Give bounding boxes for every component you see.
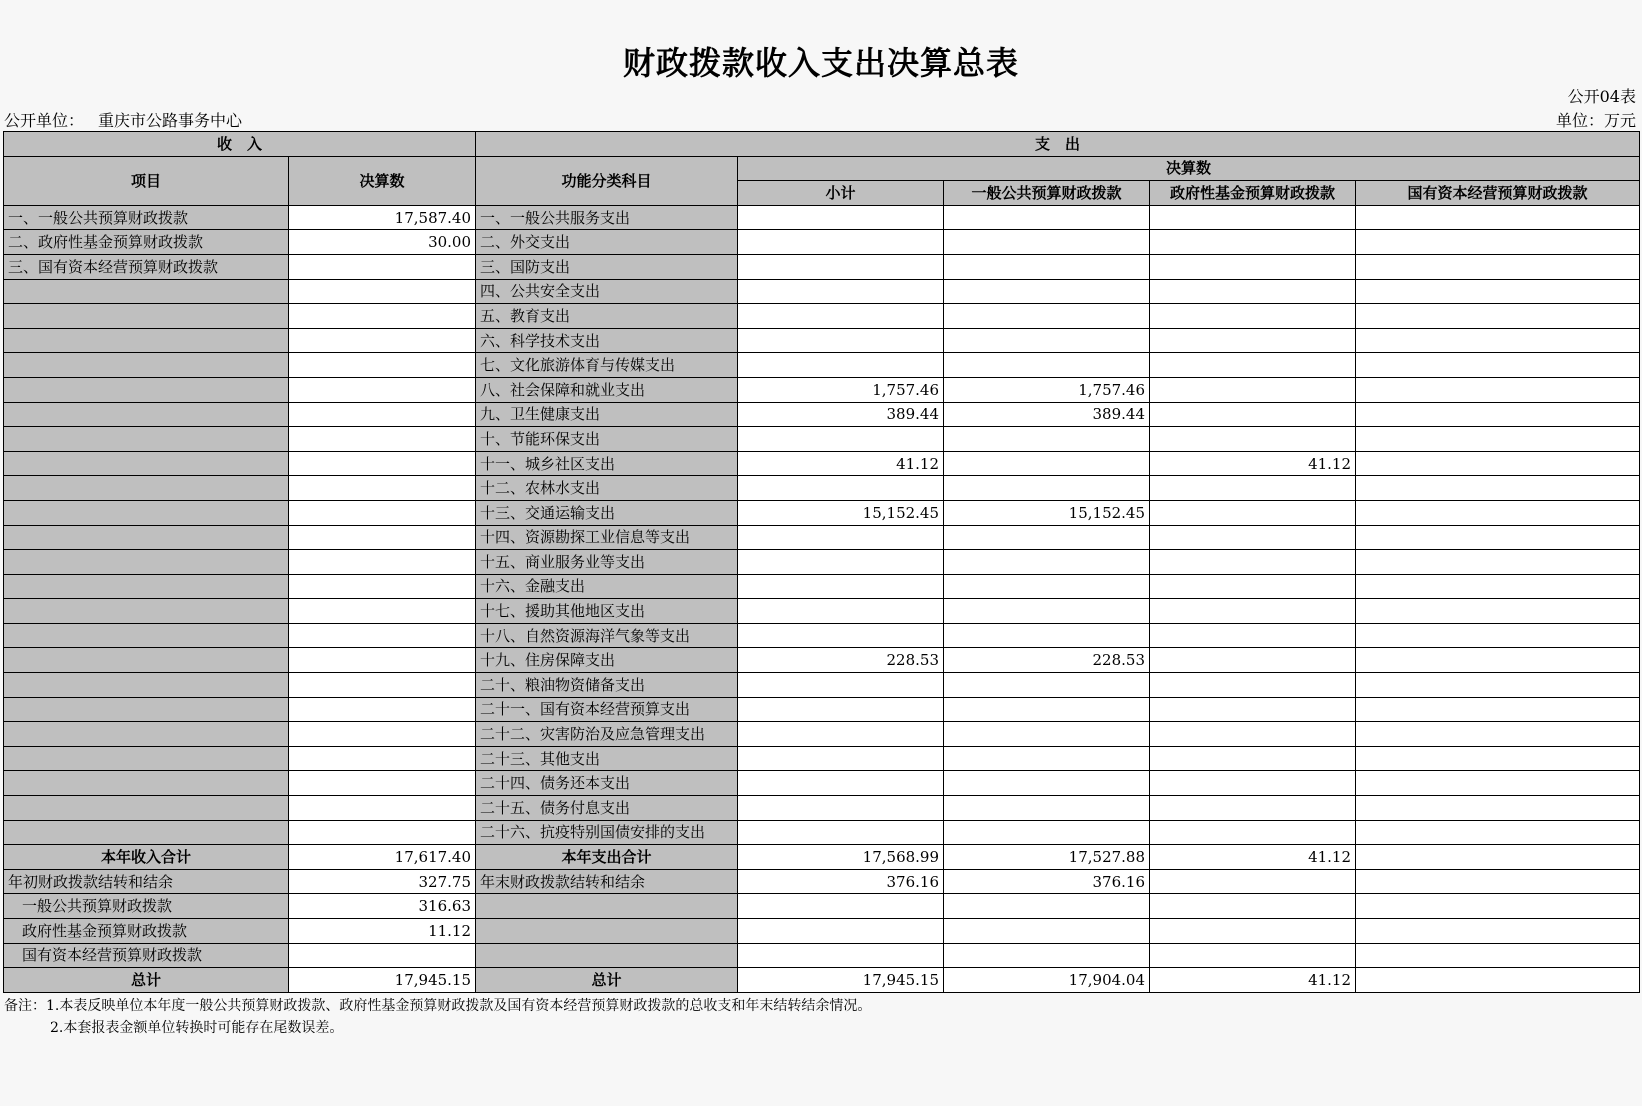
income-amount-cell [289,943,476,968]
carry-row [4,869,1640,894]
gov-fund-cell: 41.12 [1150,968,1356,993]
general-budget-cell [944,919,1150,944]
gov-fund-cell [1150,820,1356,845]
income-amount-cell [289,279,476,304]
state-capital-cell [1356,205,1640,230]
subtotal-cell [738,796,944,821]
income-item-cell [4,328,289,353]
gov-fund-cell [1150,525,1356,550]
subtotal-cell [738,427,944,452]
func-class-header: 功能分类科目 [476,156,738,205]
expense-item-cell: 二十一、国有资本经营预算支出 [476,697,738,722]
grand-total-row [4,968,1640,993]
unit-label: 公开单位： [4,111,85,130]
expense-item-cell: 二、外交支出 [476,230,738,255]
table-row [4,451,1640,476]
table-row [4,648,1640,673]
income-amount-cell: 17,587.40 [289,205,476,230]
expense-item-cell: 二十、粮油物资储备支出 [476,673,738,698]
state-capital-cell [1356,353,1640,378]
expense-header: 支 出 [476,132,1640,157]
subtotal-cell [738,943,944,968]
state-capital-cell [1356,525,1640,550]
subtotal-cell [738,697,944,722]
state-capital-cell [1356,254,1640,279]
expense-item-cell [476,919,738,944]
state-capital-cell [1356,697,1640,722]
income-item-cell [4,746,289,771]
income-item-cell [4,304,289,329]
subtotal-cell [738,746,944,771]
table-row [4,304,1640,329]
expense-item-cell: 十、节能环保支出 [476,427,738,452]
table-row [4,205,1640,230]
income-item-cell: 一、一般公共预算财政拨款 [4,205,289,230]
table-row [4,820,1640,845]
income-amount-cell [289,353,476,378]
expense-item-cell: 十七、援助其他地区支出 [476,599,738,624]
income-item-cell [4,722,289,747]
income-amount-cell [289,525,476,550]
gov-fund-cell [1150,377,1356,402]
gov-fund-cell [1150,771,1356,796]
income-amount-cell [289,771,476,796]
expense-item-cell: 十六、金融支出 [476,574,738,599]
state-capital-cell [1356,894,1640,919]
income-amount-cell [289,500,476,525]
table-row [4,279,1640,304]
expense-item-cell: 十二、农林水支出 [476,476,738,501]
year-total-row [4,845,1640,870]
note-1: 备注：1.本表反映单位本年度一般公共预算财政拨款、政府性基金预算财政拨款及国有资本经营预算财政拨款的总收支和年末结转结余情况。 [4,998,872,1014]
income-item-cell [4,574,289,599]
subtotal-cell [738,894,944,919]
amount-header: 决算数 [289,156,476,205]
table-row [4,550,1640,575]
gov-fund-cell [1150,353,1356,378]
income-item-cell [4,599,289,624]
state-capital-header: 国有资本经营预算财政拨款 [1356,181,1640,206]
general-budget-cell: 228.53 [944,648,1150,673]
state-capital-cell [1356,943,1640,968]
expense-item-cell: 二十五、债务付息支出 [476,796,738,821]
gov-fund-cell [1150,648,1356,673]
table-row [4,525,1640,550]
state-capital-cell [1356,746,1640,771]
general-budget-cell [944,697,1150,722]
general-budget-cell [944,673,1150,698]
table-row [4,746,1640,771]
gov-fund-cell [1150,304,1356,329]
subtotal-cell: 389.44 [738,402,944,427]
state-capital-cell [1356,968,1640,993]
gov-fund-cell [1150,205,1356,230]
gov-fund-cell [1150,279,1356,304]
expense-item-cell: 六、科学技术支出 [476,328,738,353]
general-budget-cell [944,943,1150,968]
table-row [4,697,1640,722]
general-budget-cell: 1,757.46 [944,377,1150,402]
income-amount-cell [289,304,476,329]
subtotal-header: 小计 [738,181,944,206]
table-row [4,722,1640,747]
income-item-cell: 本年收入合计 [4,845,289,870]
subtotal-cell [738,353,944,378]
subtotal-cell [738,279,944,304]
income-item-cell [4,648,289,673]
general-budget-cell [944,820,1150,845]
gov-fund-cell [1150,402,1356,427]
income-item-cell [4,377,289,402]
general-budget-cell [944,230,1150,255]
table-row [4,476,1640,501]
income-item-cell [4,476,289,501]
expense-item-cell: 二十二、灾害防治及应急管理支出 [476,722,738,747]
income-amount-cell [289,673,476,698]
subtotal-cell: 41.12 [738,451,944,476]
expense-item-cell: 九、卫生健康支出 [476,402,738,427]
gov-fund-cell [1150,796,1356,821]
income-item-cell: 三、国有资本经营预算财政拨款 [4,254,289,279]
expense-item-cell: 本年支出合计 [476,845,738,870]
expense-item-cell: 五、教育支出 [476,304,738,329]
subtotal-cell [738,205,944,230]
income-amount-cell [289,427,476,452]
income-amount-cell: 17,945.15 [289,968,476,993]
state-capital-cell [1356,771,1640,796]
subtotal-cell [738,328,944,353]
income-amount-cell: 327.75 [289,869,476,894]
general-budget-cell [944,722,1150,747]
expense-item-cell [476,943,738,968]
gov-fund-cell [1150,574,1356,599]
income-amount-cell [289,402,476,427]
income-item-cell: 总计 [4,968,289,993]
expense-item-cell: 二十三、其他支出 [476,746,738,771]
expense-item-cell [476,894,738,919]
gov-fund-cell [1150,919,1356,944]
expense-item-cell: 一、一般公共服务支出 [476,205,738,230]
expense-item-cell: 八、社会保障和就业支出 [476,377,738,402]
expense-item-cell: 十四、资源勘探工业信息等支出 [476,525,738,550]
budget-table [3,131,1640,993]
currency-unit: 单位：万元 [1555,111,1636,130]
subtotal-cell [738,820,944,845]
gov-fund-cell [1150,254,1356,279]
state-capital-cell [1356,845,1640,870]
state-capital-cell [1356,550,1640,575]
table-row [4,377,1640,402]
income-amount-cell: 316.63 [289,894,476,919]
income-item-cell: 一般公共预算财政拨款 [4,894,289,919]
general-budget-cell [944,746,1150,771]
general-budget-cell [944,550,1150,575]
general-budget-cell [944,279,1150,304]
subtotal-cell [738,722,944,747]
general-budget-cell [944,304,1150,329]
expense-item-cell: 十五、商业服务业等支出 [476,550,738,575]
state-capital-cell [1356,427,1640,452]
gov-fund-cell [1150,746,1356,771]
table-row [4,623,1640,648]
gov-fund-cell [1150,722,1356,747]
table-row [4,328,1640,353]
income-item-cell [4,279,289,304]
income-item-cell [4,623,289,648]
gov-fund-cell [1150,869,1356,894]
table-row [4,673,1640,698]
income-item-cell: 二、政府性基金预算财政拨款 [4,230,289,255]
income-item-cell: 政府性基金预算财政拨款 [4,919,289,944]
income-item-cell [4,525,289,550]
state-capital-cell [1356,820,1640,845]
reporting-unit [4,108,242,131]
final-amount-header: 决算数 [738,156,1640,181]
income-item-cell [4,697,289,722]
gov-fund-cell [1150,697,1356,722]
expense-item-cell: 二十六、抗疫特别国债安排的支出 [476,820,738,845]
expense-item-cell: 年末财政拨款结转和结余 [476,869,738,894]
subtotal-cell [738,550,944,575]
general-budget-header: 一般公共预算财政拨款 [944,181,1150,206]
subtotal-cell [738,599,944,624]
income-item-cell [4,451,289,476]
subtotal-cell [738,623,944,648]
item-header: 项目 [4,156,289,205]
state-capital-cell [1356,919,1640,944]
gov-fund-cell [1150,599,1356,624]
income-amount-cell [289,599,476,624]
income-amount-cell: 30.00 [289,230,476,255]
subtotal-cell [738,673,944,698]
subtotal-cell [738,919,944,944]
income-amount-cell [289,328,476,353]
general-budget-cell: 17,904.04 [944,968,1150,993]
gov-fund-cell [1150,476,1356,501]
expense-item-cell: 七、文化旅游体育与传媒支出 [476,353,738,378]
gov-fund-cell [1150,550,1356,575]
income-amount-cell [289,574,476,599]
state-capital-cell [1356,500,1640,525]
gov-fund-cell [1150,623,1356,648]
general-budget-cell [944,205,1150,230]
income-item-cell [4,796,289,821]
general-budget-cell: 15,152.45 [944,500,1150,525]
income-item-cell [4,427,289,452]
state-capital-cell [1356,451,1640,476]
general-budget-cell [944,476,1150,501]
income-amount-cell [289,796,476,821]
expense-item-cell: 十八、自然资源海洋气象等支出 [476,623,738,648]
gov-fund-cell: 41.12 [1150,451,1356,476]
general-budget-cell [944,525,1150,550]
state-capital-cell [1356,230,1640,255]
table-row [4,427,1640,452]
subtotal-cell: 1,757.46 [738,377,944,402]
income-amount-cell: 11.12 [289,919,476,944]
general-budget-cell: 376.16 [944,869,1150,894]
general-budget-cell [944,623,1150,648]
state-capital-cell [1356,673,1640,698]
income-amount-cell [289,697,476,722]
table-row [4,230,1640,255]
state-capital-cell [1356,599,1640,624]
notes [4,995,871,1039]
expense-item-cell: 十三、交通运输支出 [476,500,738,525]
general-budget-cell: 17,527.88 [944,845,1150,870]
general-budget-cell [944,254,1150,279]
income-amount-cell [289,476,476,501]
state-capital-cell [1356,279,1640,304]
gov-fund-cell [1150,230,1356,255]
subtotal-cell: 376.16 [738,869,944,894]
gov-fund-cell [1150,943,1356,968]
expense-item-cell: 二十四、债务还本支出 [476,771,738,796]
subtotal-cell [738,230,944,255]
gov-fund-cell [1150,328,1356,353]
gov-fund-cell [1150,427,1356,452]
state-capital-cell [1356,623,1640,648]
page-title: 财政拨款收入支出决算总表 [622,44,1019,82]
header-row-2 [4,156,1640,181]
gov-fund-cell: 41.12 [1150,845,1356,870]
income-amount-cell: 17,617.40 [289,845,476,870]
income-amount-cell [289,623,476,648]
general-budget-cell [944,427,1150,452]
income-amount-cell [289,648,476,673]
subtotal-cell: 17,945.15 [738,968,944,993]
table-row [4,771,1640,796]
gov-fund-cell [1150,894,1356,919]
subtotal-cell [738,525,944,550]
form-number: 公开04表 [1567,87,1636,106]
subtotal-cell [738,771,944,796]
state-capital-cell [1356,328,1640,353]
general-budget-cell [944,771,1150,796]
header-row-1 [4,132,1640,157]
table-row [4,254,1640,279]
carry-row [4,894,1640,919]
expense-item-cell: 三、国防支出 [476,254,738,279]
state-capital-cell [1356,722,1640,747]
income-item-cell [4,550,289,575]
income-item-cell: 国有资本经营预算财政拨款 [4,943,289,968]
gov-fund-header: 政府性基金预算财政拨款 [1150,181,1356,206]
income-item-cell [4,353,289,378]
general-budget-cell [944,599,1150,624]
state-capital-cell [1356,648,1640,673]
income-amount-cell [289,550,476,575]
table-body [4,132,1640,993]
state-capital-cell [1356,796,1640,821]
state-capital-cell [1356,377,1640,402]
table-row [4,402,1640,427]
subtotal-cell [738,574,944,599]
table-row [4,796,1640,821]
subtotal-cell: 17,568.99 [738,845,944,870]
general-budget-cell [944,328,1150,353]
income-amount-cell [289,451,476,476]
state-capital-cell [1356,304,1640,329]
carry-row [4,919,1640,944]
subtotal-cell [738,476,944,501]
unit-name: 重庆市公路事务中心 [98,111,243,130]
table-row [4,500,1640,525]
carry-row [4,943,1640,968]
subtotal-cell: 15,152.45 [738,500,944,525]
table-row [4,574,1640,599]
expense-item-cell: 十九、住房保障支出 [476,648,738,673]
subtotal-cell [738,254,944,279]
income-amount-cell [289,746,476,771]
income-amount-cell [289,377,476,402]
state-capital-cell [1356,869,1640,894]
general-budget-cell: 389.44 [944,402,1150,427]
table-row [4,599,1640,624]
income-amount-cell [289,820,476,845]
general-budget-cell [944,574,1150,599]
income-item-cell [4,673,289,698]
income-item-cell [4,402,289,427]
income-item-cell: 年初财政拨款结转和结余 [4,869,289,894]
table-row [4,353,1640,378]
general-budget-cell [944,894,1150,919]
income-item-cell [4,771,289,796]
income-amount-cell [289,722,476,747]
expense-item-cell: 四、公共安全支出 [476,279,738,304]
state-capital-cell [1356,476,1640,501]
general-budget-cell [944,451,1150,476]
gov-fund-cell [1150,500,1356,525]
subtotal-cell: 228.53 [738,648,944,673]
income-amount-cell [289,254,476,279]
expense-item-cell: 十一、城乡社区支出 [476,451,738,476]
general-budget-cell [944,353,1150,378]
expense-item-cell: 总计 [476,968,738,993]
state-capital-cell [1356,402,1640,427]
state-capital-cell [1356,574,1640,599]
income-header: 收 入 [4,132,476,157]
note-2: 2.本套报表金额单位转换时可能存在尾数误差。 [50,1020,344,1036]
subtotal-cell [738,304,944,329]
gov-fund-cell [1150,673,1356,698]
income-item-cell [4,500,289,525]
general-budget-cell [944,796,1150,821]
income-item-cell [4,820,289,845]
